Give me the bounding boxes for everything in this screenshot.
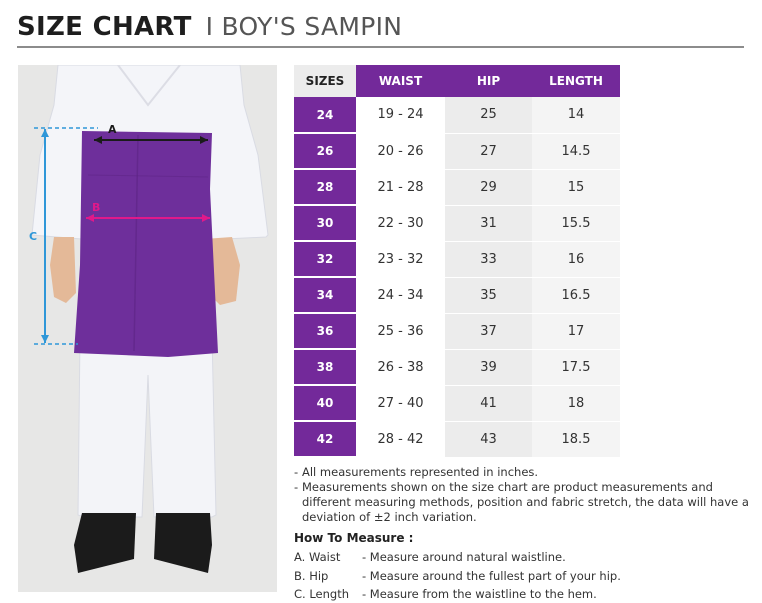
waist-cell: 19 - 24 [356, 97, 445, 133]
size-cell: 42 [294, 421, 356, 457]
note-text: All measurements represented in inches. [302, 465, 539, 479]
length-cell: 16 [532, 241, 620, 277]
table-row [294, 133, 620, 169]
hip-cell: 27 [445, 133, 532, 169]
size-cell: 32 [294, 241, 356, 277]
note-bullet: - [294, 480, 299, 494]
page-subtitle: I BOY'S SAMPIN [205, 12, 403, 41]
measurement-notes [294, 465, 749, 525]
left-hand [50, 237, 76, 303]
header-sizes: SIZES [294, 65, 356, 97]
hip-cell: 37 [445, 313, 532, 349]
measure-text: - Measure around natural waistline. [362, 550, 566, 565]
note-bullet: - [294, 465, 299, 479]
table-row [294, 205, 620, 241]
size-cell: 36 [294, 313, 356, 349]
size-table [294, 65, 620, 458]
length-cell: 17 [532, 313, 620, 349]
measure-item [294, 548, 621, 567]
page-header [17, 12, 402, 48]
table-row [294, 421, 620, 457]
table-row [294, 385, 620, 421]
page-title: SIZE CHART [17, 12, 192, 42]
marker-b-label: B [92, 201, 101, 214]
length-cell: 17.5 [532, 349, 620, 385]
length-cell: 16.5 [532, 277, 620, 313]
waist-cell: 27 - 40 [356, 385, 445, 421]
waist-cell: 23 - 32 [356, 241, 445, 277]
length-cell: 14 [532, 97, 620, 133]
waist-cell: 22 - 30 [356, 205, 445, 241]
marker-a-label: A [108, 123, 117, 136]
hip-cell: 39 [445, 349, 532, 385]
measure-text: - Measure around the fullest part of your hip. [362, 568, 621, 583]
hip-cell: 33 [445, 241, 532, 277]
measure-text: - Measure from the waistline to the hem. [362, 587, 597, 602]
length-cell: 14.5 [532, 133, 620, 169]
measure-label: A. Waist [294, 550, 341, 565]
table-row [294, 241, 620, 277]
note-text: Measurements shown on the size chart are product measurements and different measuring methods, position and fabric stretch, the data will have a deviation of ±2 inch variation. [302, 480, 749, 524]
hip-cell: 29 [445, 169, 532, 205]
header-divider [17, 46, 744, 48]
length-cell: 15 [532, 169, 620, 205]
header-length: LENGTH [532, 65, 620, 97]
size-cell: 34 [294, 277, 356, 313]
hip-cell: 41 [445, 385, 532, 421]
size-cell: 24 [294, 97, 356, 133]
product-photo [18, 65, 277, 592]
measure-label: B. Hip [294, 568, 329, 583]
hip-cell: 35 [445, 277, 532, 313]
size-cell: 40 [294, 385, 356, 421]
note-item [294, 465, 749, 480]
hip-cell: 31 [445, 205, 532, 241]
size-cell: 30 [294, 205, 356, 241]
measure-item [294, 585, 621, 603]
how-to-measure-heading: How To Measure : [294, 531, 414, 545]
table-row [294, 313, 620, 349]
length-cell: 18.5 [532, 421, 620, 457]
table-header-row [294, 65, 620, 97]
size-cell: 38 [294, 349, 356, 385]
length-cell: 18 [532, 385, 620, 421]
waist-cell: 20 - 26 [356, 133, 445, 169]
table-row [294, 349, 620, 385]
waist-cell: 24 - 34 [356, 277, 445, 313]
length-cell: 15.5 [532, 205, 620, 241]
marker-c-label: C [29, 230, 38, 243]
measure-item [294, 567, 621, 586]
how-to-measure-list [294, 548, 621, 603]
waist-cell: 28 - 42 [356, 421, 445, 457]
waist-cell: 26 - 38 [356, 349, 445, 385]
sampin-fabric [74, 131, 218, 357]
sampin-illustration [74, 131, 218, 357]
hip-cell: 25 [445, 97, 532, 133]
header-waist: WAIST [356, 65, 445, 97]
hip-cell: 43 [445, 421, 532, 457]
waist-cell: 21 - 28 [356, 169, 445, 205]
note-item [294, 480, 749, 525]
size-cell: 26 [294, 133, 356, 169]
measure-label: C. Length [294, 587, 350, 602]
table-row [294, 277, 620, 313]
size-cell: 28 [294, 169, 356, 205]
waist-cell: 25 - 36 [356, 313, 445, 349]
table-row [294, 97, 620, 133]
table-row [294, 169, 620, 205]
header-hip: HIP [445, 65, 532, 97]
